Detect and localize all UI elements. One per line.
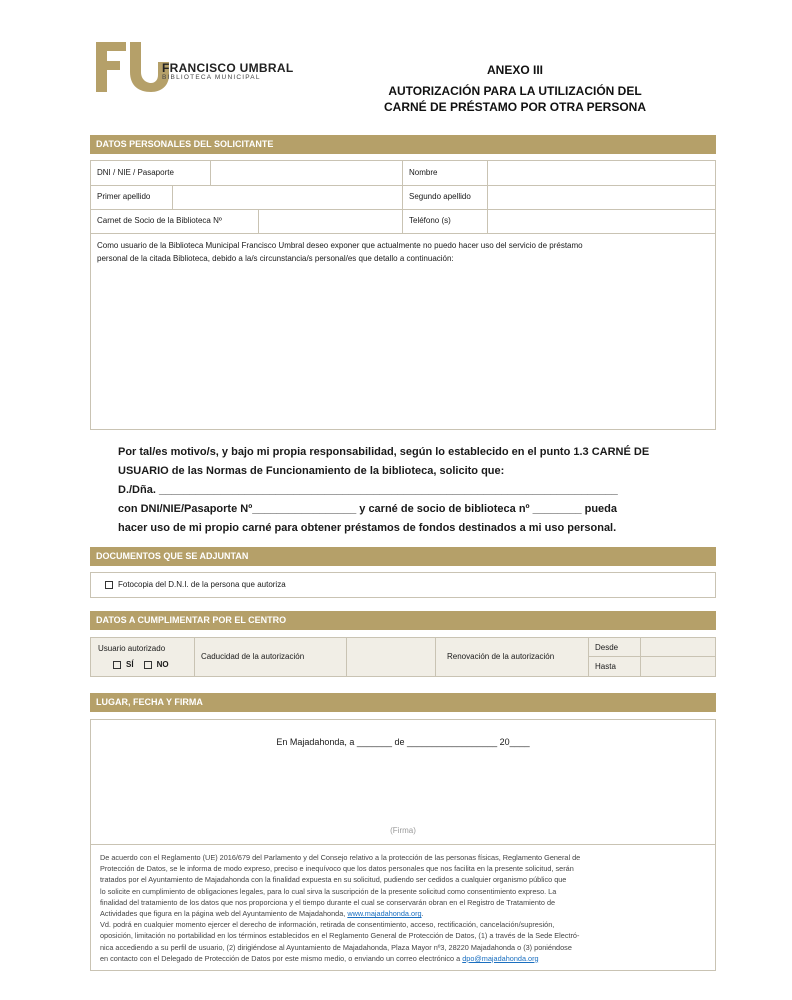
phone-label: Teléfono (s) (409, 216, 451, 225)
from-label: Desde (595, 642, 619, 652)
expiry-field[interactable] (347, 638, 435, 676)
circumstances-field[interactable] (97, 267, 709, 425)
data-protection-notice: De acuerdo con el Reglamento (UE) 2016/679 del Parlamento y del Consejo relativo a la protección de las personas físicas, Reglamento General de Protección de Datos, se le informa de modo expreso, preciso e inequívoco que los datos personales que nos facilita en la presente solicitud, serán tratados por el Ayuntamiento de Majadahonda con la finalidad expuesta en su solicitud, pudiendo ser cedidos a cualquier organismo público que lo solicite en cumplimiento de obligaciones legales, para lo cual sirva la suscripción de la presente solicitud como consentimiento expreso. La finalidad del tratamiento de los datos que nos proporciona y el tiempo durante el cual se conservarán obran en el Registro de Tratamiento de Actividades que figura en la página web del Ayuntamiento de Majadahonda, www.majadahonda.org. Vd. podrá en cualquier momento ejercer el derecho de información, retirada de consentimiento, acceso, rectificación, cancelación/supresión, oposición, limitación no portabilidad en los términos establecidos en el Reglamento General de Protección de Datos, (1) a través de la Sede Electró- nica accediendo a su perfil de usuario, (2) dirigiéndose al Ayuntamiento de Majadahonda, Plaza Mayor nº3, 28220 Majadahonda o (3) poniéndose en contacto con el Delegado de Protección de Datos por este mismo medio, o enviando un correo electrónico a dpo@majadahonda.org (100, 853, 581, 963)
section-center-data: DATOS A CUMPLIMENTAR POR EL CENTRO (90, 611, 716, 630)
renewal-label: Renovación de la autorización (447, 652, 555, 661)
document-title-line1: AUTORIZACIÓN PARA LA UTILIZACIÓN DEL (388, 84, 642, 98)
to-field[interactable] (641, 657, 715, 676)
document-item: Fotocopia del D.N.I. de la persona que autoriza (99, 573, 499, 597)
library-card-field[interactable] (259, 209, 402, 233)
phone-field[interactable] (488, 209, 715, 233)
personal-data-box (90, 160, 716, 430)
website-link[interactable]: www.majadahonda.org (347, 909, 422, 919)
section-personal-data: DATOS PERSONALES DEL SOLICITANTE (90, 135, 716, 154)
first-surname-label: Primer apellido (97, 192, 151, 201)
from-field[interactable] (641, 638, 715, 656)
second-surname-field[interactable] (488, 185, 715, 209)
dni-label: DNI / NIE / Pasaporte (97, 168, 174, 177)
annex-title: ANEXO III (486, 63, 543, 77)
signature-label: (Firma) (390, 826, 416, 835)
logo-subtitle: BIBLIOTECA MUNICIPAL (162, 74, 261, 81)
place-date-line: En Majadahonda, a _______ de __________________ 20____ (276, 737, 530, 747)
second-surname-label: Segundo apellido (409, 192, 471, 201)
name-field[interactable] (488, 161, 715, 185)
section-documents: DOCUMENTOS QUE SE ADJUNTAN (90, 547, 716, 566)
authorized-user-label: Usuario autorizado (98, 644, 166, 653)
document-title-line2: CARNÉ DE PRÉSTAMO POR OTRA PERSONA (383, 100, 647, 114)
dni-copy-checkbox[interactable] (105, 581, 113, 589)
expiry-label: Caducidad de la autorización (201, 652, 305, 661)
dni-field[interactable] (211, 161, 403, 185)
request-paragraph: Por tal/es motivo/s, y bajo mi propia responsabilidad, según lo establecido en el punto 1.3 CARNÉ DE USUARIO de las Normas de Funcionamiento de la biblioteca, solicito que: D./Dña. ___________________________________________________________________________ con DNI/NIE/Pasaporte Nº_________________ y carné de socio de biblioteca nº ________ pueda hacer uso de mi propio carné para obtener préstamos de fondos destinados a mi uso personal. (118, 446, 650, 534)
section-signature: LUGAR, FECHA Y FIRMA (90, 693, 716, 712)
documents-box (90, 572, 716, 598)
statement-text: Como usuario de la Biblioteca Municipal Francisco Umbral deseo exponer que actualmente no puedo hacer uso del servicio de préstamo personal de la citada Biblioteca, debido a la/s circunstancia/s personal/es que detallo a continuación: (97, 241, 583, 263)
signature-field[interactable] (91, 762, 715, 822)
logo-name: FRANCISCO UMBRAL (162, 61, 294, 75)
authorized-options: SÍ NO (113, 660, 169, 669)
first-surname-field[interactable] (173, 185, 402, 209)
yes-checkbox[interactable] (113, 661, 121, 669)
no-checkbox[interactable] (144, 661, 152, 669)
library-card-label: Carnet de Socio de la Biblioteca Nº (97, 216, 222, 225)
to-label: Hasta (595, 661, 616, 671)
name-label: Nombre (409, 168, 438, 177)
dpo-email-link[interactable]: dpo@majadahonda.org (462, 953, 539, 963)
center-data-box (90, 637, 716, 677)
